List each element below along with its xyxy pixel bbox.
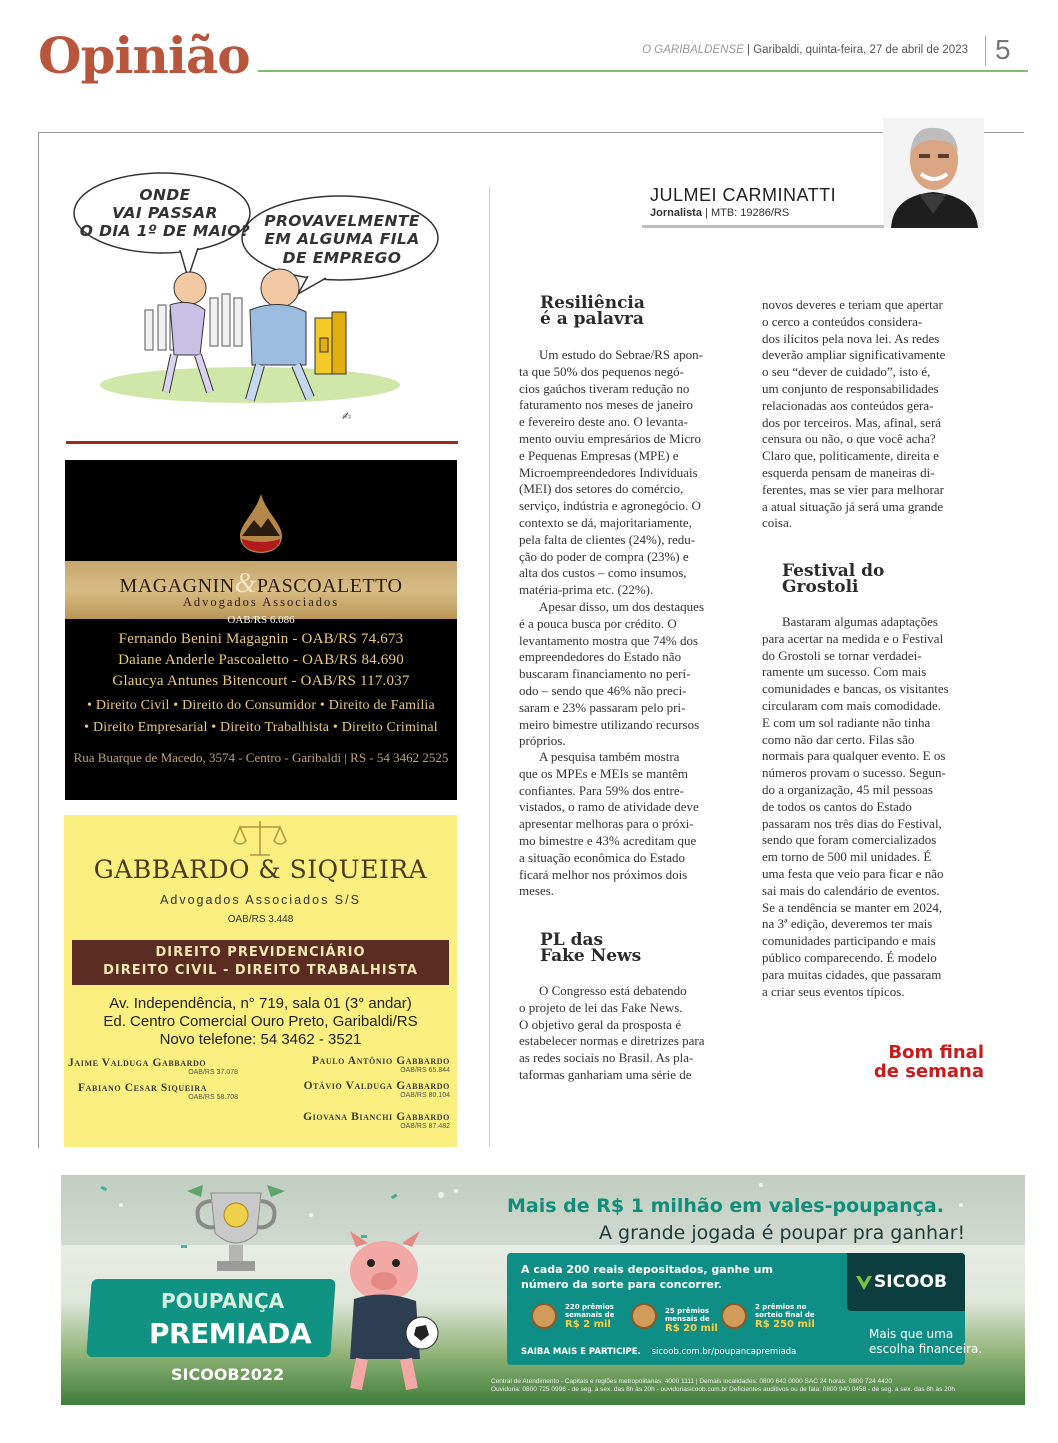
pig-coin-icon bbox=[721, 1303, 747, 1329]
bubble-right-line-3: DE EMPREGO bbox=[282, 249, 402, 267]
bubble-left-line-2: VAI PASSAR bbox=[112, 204, 218, 222]
frame-left-rule bbox=[38, 132, 39, 1148]
title-line: Resiliência bbox=[540, 293, 645, 313]
cartoon-rule bbox=[66, 441, 458, 444]
ad1-firm-amp: & bbox=[234, 568, 257, 599]
ad1-address: Rua Buarque de Macedo, 3574 - Centro - Garibaldi | RS - 54 3462 2525 bbox=[73, 750, 449, 765]
page-number: 5 bbox=[995, 34, 1011, 65]
header-divider: | bbox=[747, 44, 754, 56]
footer-line: Ouvidoria: 0800 725 0996 - de seg. a sex. das 8h às 20h - ouvidoriasicoob.com.br Deficientes auditivos ou de fala: 0800 940 0458 - de seg. a sex. das 8h às 20h bbox=[491, 1386, 955, 1393]
page-number-divider bbox=[985, 36, 986, 66]
ad2-lawyer-oab: OAB/RS 80.104 bbox=[400, 1092, 450, 1099]
columnist-registration: MTB: 19286/RS bbox=[710, 207, 790, 219]
ad1-areas-2: • Direito Empresarial • Direito Trabalhista • Direito Criminal bbox=[84, 720, 438, 735]
sicoob-logo-text: SICOOB bbox=[874, 1272, 947, 1292]
title-line: Fake News bbox=[540, 946, 642, 966]
ad2-areas-1: DIREITO PREVIDENCIÁRIO bbox=[155, 945, 366, 960]
ad1-firm-left: MAGAGNIN bbox=[119, 575, 235, 597]
ad2-lawyer-name: Giovana Bianchi Gabbardo bbox=[303, 1111, 450, 1123]
ad1-lawyer-1: Fernando Benini Magagnin - OAB/RS 74.673 bbox=[118, 631, 404, 647]
columnist-rule bbox=[642, 225, 884, 228]
banner-cta[interactable] bbox=[521, 1347, 796, 1357]
title-line: Grostoli bbox=[782, 577, 859, 597]
resiliencia-paragraph-2: Apesar disso, um dos destaques é a pouca busca por crédito. O levantamento mostra que 74% dos empreendedores do Estado não buscaram financiamento no perí- odo – sendo que 46% não preci- saram e 23% passaram pelo pri- meiro bimestre utilizando recursos próprios. bbox=[519, 599, 705, 749]
columnist-name: JULMEI CARMINATTI bbox=[650, 185, 837, 205]
ad1-lawyer-3: Glaucya Antunes Bitencourt - OAB/RS 117.037 bbox=[112, 673, 410, 689]
pig-coin-icon bbox=[631, 1303, 657, 1329]
article-title-pl bbox=[540, 932, 641, 964]
sicoob-logo-icon bbox=[855, 1273, 873, 1291]
banner-headline-1: Mais de R$ 1 milhão em vales-poupança. bbox=[507, 1195, 944, 1217]
columnist-divider: | bbox=[705, 207, 711, 219]
banner-cta-spacer bbox=[643, 1347, 648, 1357]
prize-label: 25 prêmios mensais de bbox=[665, 1307, 710, 1323]
ad2-address-2: Ed. Centro Comercial Ouro Preto, Garibaldi/RS bbox=[103, 1013, 418, 1030]
ad-magagnin-pascoaletto[interactable] bbox=[65, 460, 457, 800]
campaign-title-3: SICOOB2022 bbox=[171, 1365, 285, 1384]
article-title-festival bbox=[782, 563, 884, 595]
ad2-lawyer-1 bbox=[68, 1057, 238, 1076]
ad2-lawyer-3 bbox=[78, 1082, 238, 1101]
ad1-subtitle: Advogados Associados bbox=[182, 595, 340, 609]
ad2-areas-2: DIREITO CIVIL - DIREITO TRABALHISTA bbox=[103, 963, 418, 978]
ad2-lawyer-oab: OAB/RS 58.708 bbox=[188, 1094, 238, 1101]
columnist-photo bbox=[883, 118, 984, 228]
bubble-left-line-3: O DIA 1º DE MAIO? bbox=[79, 222, 251, 240]
ad2-areas-bar bbox=[72, 940, 449, 985]
pl-paragraph-2: novos deveres e teriam que apertar o cerco a conteúdos considera- dos ilícitos pela nova lei. As redes deverão ampliar significativamente o seu “dever de cuidado”, isto é, um conjunto de responsabilidades relacionadas aos conteúdos gera- dos por terceiros. Mas, afinal, será censura ou não, o que você acha? Claro que, politicamente, direita e esquerda pensam de maneiras di- ferentes, mas se vier para melhorar a atual situação já será uma grande coisa. bbox=[762, 297, 946, 531]
columnist-title: Jornalista bbox=[650, 207, 702, 219]
prize-text bbox=[565, 1303, 631, 1330]
campaign-title-1: POUPANÇA bbox=[161, 1289, 285, 1313]
cartoonist-signature: ✍ bbox=[342, 410, 352, 423]
ad2-lawyer-name: Fabiano Cesar Siqueira bbox=[78, 1082, 208, 1094]
ad1-lawyer-2: Daiane Anderle Pascoaletto - OAB/RS 84.690 bbox=[118, 652, 404, 668]
ad2-lawyer-name: Paulo Antônio Gabbardo bbox=[311, 1055, 450, 1067]
columnist-role bbox=[650, 207, 789, 219]
newspaper-name: O GARIBALDENSE bbox=[642, 44, 744, 56]
scales-of-justice-icon bbox=[232, 817, 288, 857]
header-rule bbox=[258, 70, 1028, 72]
ad1-oab: OAB/RS 6.086 bbox=[227, 614, 295, 626]
ad2-lawyer-name: Otávio Valduga Gabbardo bbox=[303, 1080, 450, 1092]
title-line: é a palavra bbox=[540, 309, 644, 329]
ad2-lawyer-5 bbox=[254, 1111, 450, 1130]
ad2-lawyer-name: Jaime Valduga Gabbardo bbox=[68, 1057, 207, 1069]
ad2-lawyer-2 bbox=[274, 1055, 450, 1074]
bubble-tail-right bbox=[298, 276, 326, 294]
resiliencia-paragraph-1: Um estudo do Sebrae/RS apon- ta que 50% dos pequenos negó- cios gaúchos tiveram redução no faturamento nos meses de janeiro e fevereiro deste ano. O levanta- mento ouviu empresários de Micro e Pequenas Empresas (MPE) e Microempreendedores Individuais (MEI) dos setores do comércio, serviço, indústria e agronegócio. O contexto se dá, majoritariamente, pela falta de clientes (24%), redu- ção do poder de compra (23%) e alta dos custos – como insumos, matéria-prima etc. (22%). bbox=[519, 347, 703, 598]
sicoob-banner-ad[interactable] bbox=[61, 1175, 1025, 1405]
trophy-icon bbox=[181, 1183, 291, 1283]
editorial-cartoon bbox=[70, 170, 455, 430]
closing-line: Bom final bbox=[888, 1042, 984, 1063]
title-line: PL das bbox=[540, 930, 604, 950]
prize-text bbox=[665, 1307, 727, 1334]
pl-paragraph-1: O Congresso está debatendo o projeto de lei das Fake News. O objetivo geral da prosposta é estabelecer normas e diretrizes para as redes sociais no Brasil. As pla- taformas ganhariam uma série de bbox=[519, 983, 705, 1082]
pig-mascot-icon bbox=[326, 1229, 446, 1399]
title-line: Festival do bbox=[782, 561, 885, 581]
prize-value: R$ 2 mil bbox=[565, 1319, 611, 1330]
bubble-left-line-1: ONDE bbox=[139, 186, 191, 204]
prize-label: 2 prêmios no sorteio final de bbox=[755, 1303, 815, 1319]
cartoon-cabinet bbox=[315, 312, 346, 374]
ad1-firm-right: PASCOALETTO bbox=[256, 575, 403, 597]
law-firm-logo-icon bbox=[236, 492, 286, 554]
banner-box-text: A cada 200 reais depositados, ganhe um número da sorte para concorrer. bbox=[521, 1263, 773, 1291]
bubble-right-line-1: PROVAVELMENTE bbox=[264, 212, 420, 230]
banner-headline-2: A grande jogada é poupar pra ganhar! bbox=[599, 1222, 966, 1244]
frame-top-rule bbox=[38, 132, 1024, 133]
ad2-address-1: Av. Independência, n° 719, sala 01 (3° andar) bbox=[109, 995, 412, 1012]
article-title-resiliencia bbox=[540, 295, 645, 327]
ad2-phone: Novo telefone: 54 3462 - 3521 bbox=[159, 1031, 362, 1048]
slogan-line: escolha financeira. bbox=[869, 1342, 983, 1356]
banner-slogan bbox=[869, 1327, 982, 1357]
bubble-right-line-2: EM ALGUMA FILA bbox=[264, 230, 420, 248]
campaign-title-2: PREMIADA bbox=[149, 1317, 312, 1350]
ad2-firm-name: GABBARDO & SIQUEIRA bbox=[93, 855, 428, 884]
banner-cta-label: SAIBA MAIS E PARTICIPE. bbox=[521, 1347, 641, 1357]
resiliencia-paragraph-3: A pesquisa também mostra que os MPEs e MEIs se mantêm confiantes. Para 59% dos entre- vistados, o ramo de atividade deve apresentar melhoras para o próxi- mo bimestre e 43% acreditam que a situação econômica do Estado ficará melhor nos próximos dois meses. bbox=[519, 749, 699, 899]
ad2-subtitle: Advogados Associados S/S bbox=[160, 893, 361, 907]
ad1-areas-1: • Direito Civil • Direito do Consumidor • Direito de Família bbox=[87, 698, 435, 713]
pig-coin-icon bbox=[531, 1303, 557, 1329]
sicoob-logo[interactable] bbox=[847, 1253, 965, 1311]
header-meta bbox=[560, 44, 968, 56]
dateline: Garibaldi, quinta-feira, 27 de abril de 2023 bbox=[753, 44, 968, 56]
banner-footer bbox=[491, 1378, 1011, 1394]
prize-value: R$ 20 mil bbox=[665, 1323, 718, 1334]
ad2-lawyer-oab: OAB/RS 87.482 bbox=[400, 1123, 450, 1130]
prize-label: 220 prêmios semanais de bbox=[565, 1303, 615, 1319]
closing-note bbox=[830, 1043, 984, 1081]
ad2-lawyer-oab: OAB/RS 37.078 bbox=[188, 1069, 238, 1076]
prize-text bbox=[755, 1303, 835, 1330]
ad2-oab: OAB/RS 3.448 bbox=[227, 914, 294, 925]
section-title: Opinião bbox=[38, 26, 250, 85]
banner-url[interactable]: sicoob.com.br/poupancapremiada bbox=[651, 1347, 797, 1357]
festival-paragraph-1: Bastaram algumas adaptações para acertar na medida e o Festival do Grostoli se tornar verdadei- ramente um sucesso. Com mais comunidades e bancas, os visitantes circularam com mais comodidade. E com um sol radiante não tinha como não dar certo. Filas são normais para qualquer evento. E os números provam o sucesso. Segun- do a organização, 45 mil pessoas de todos os cantos do Estado passaram nos três dias do Festival, sendo que foram comercializados em torno de 500 mil unidades. É uma festa que veio para ficar e não sai mais do calendário de eventos. Se a tendência se manter em 2024, na 3ª edição, deveremos ter mais comunidades participando e mais público comparecendo. É modelo para muitas cidades, que passaram a criar seus eventos típicos. bbox=[762, 614, 949, 999]
prize-value: R$ 250 mil bbox=[755, 1319, 815, 1330]
ad2-lawyer-4 bbox=[264, 1080, 450, 1099]
column-divider bbox=[489, 187, 490, 1147]
ad-gabbardo-siqueira[interactable] bbox=[64, 815, 457, 1147]
ad2-lawyer-oab: OAB/RS 65.844 bbox=[400, 1067, 450, 1074]
slogan-line: Mais que uma bbox=[869, 1327, 954, 1341]
closing-line: de semana bbox=[873, 1061, 984, 1082]
footer-line: Central de Atendimento - Capitais e regiões metropolitanas: 4000 1111 | Demais localidades: 0800 642 0000 SAC 24 horas: 0800 724 4420 bbox=[491, 1378, 892, 1385]
